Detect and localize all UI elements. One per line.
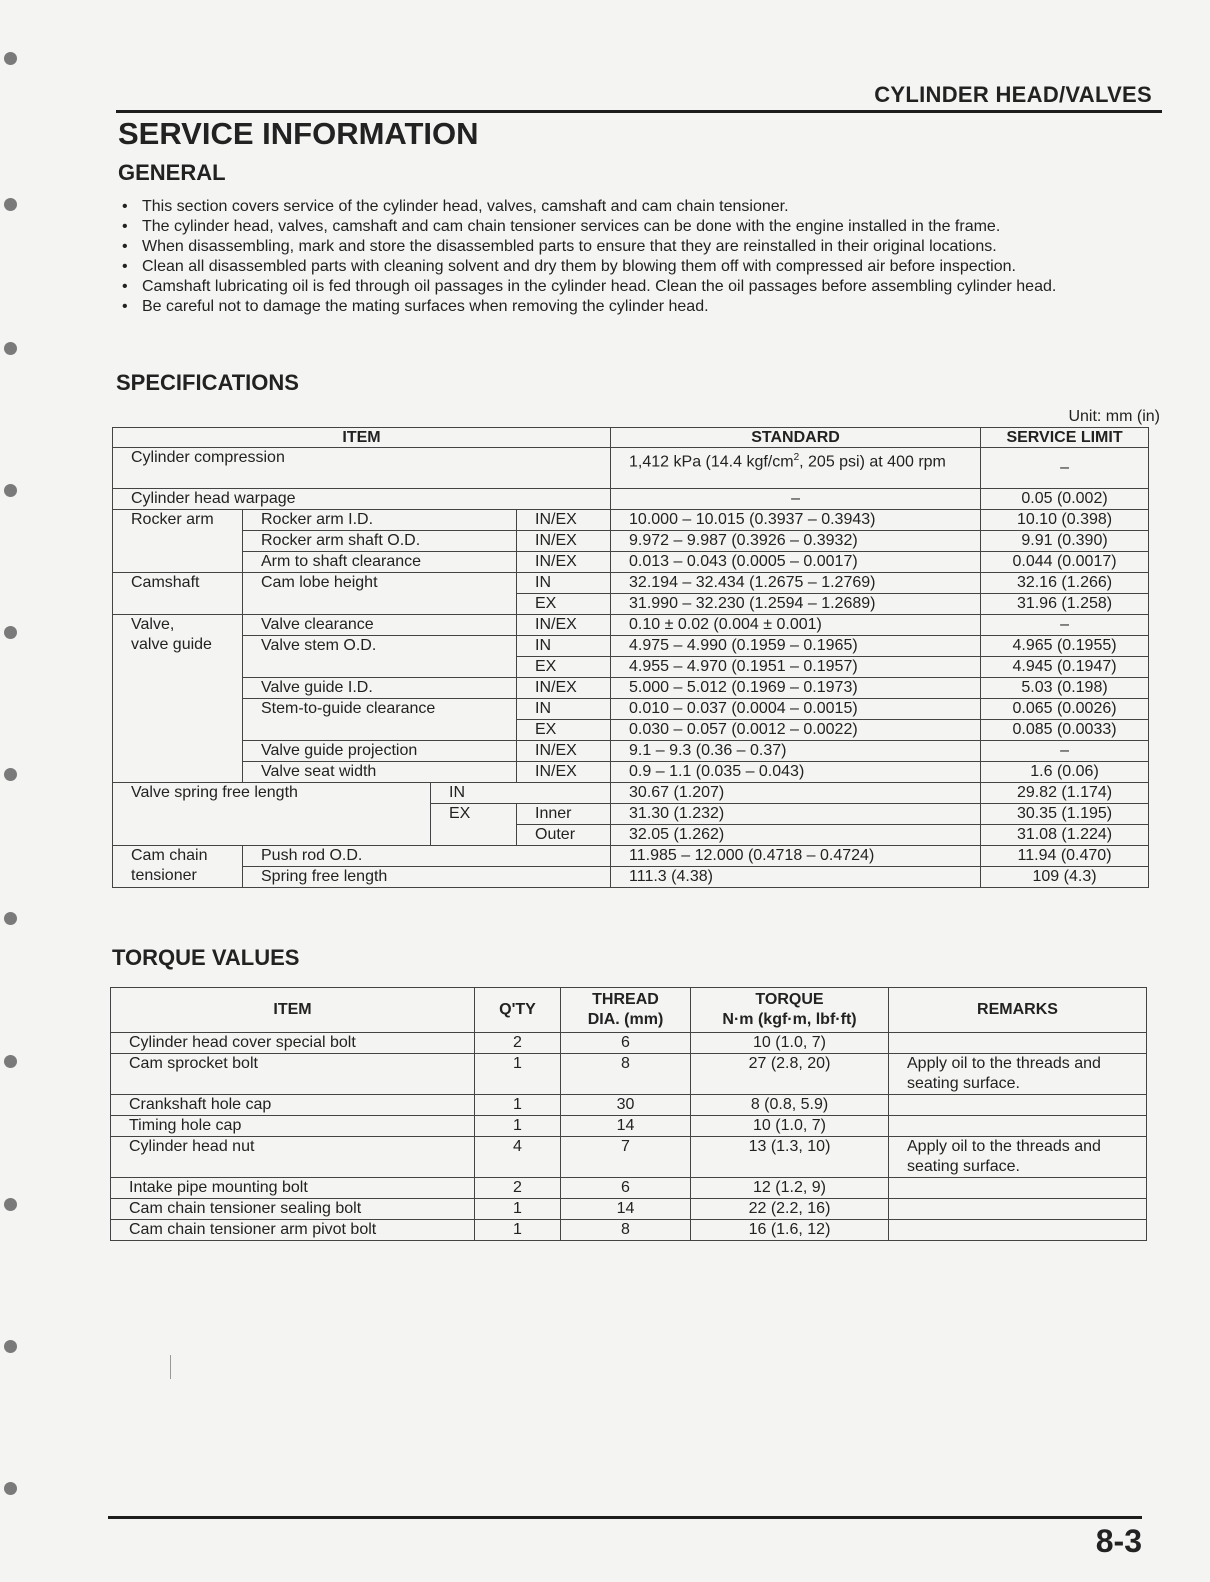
punch-hole (4, 342, 17, 355)
torque-value: 10 (1.0, 7) (691, 1116, 889, 1137)
torque-remarks (889, 1199, 1147, 1220)
standard-value: 9.1 – 9.3 (0.36 – 0.37) (611, 741, 981, 762)
position-label: IN/EX (517, 741, 611, 762)
table-row (113, 867, 1149, 888)
section-title: SERVICE INFORMATION (118, 116, 479, 151)
position-label: EX (517, 657, 611, 678)
page-number: 8-3 (1095, 1523, 1142, 1559)
torque-qty: 1 (475, 1116, 561, 1137)
general-heading: GENERAL (118, 160, 226, 185)
specifications-heading: SPECIFICATIONS (116, 370, 299, 395)
torque-value: 10 (1.0, 7) (691, 1033, 889, 1054)
header-rule (116, 110, 1162, 113)
table-row (113, 531, 1149, 552)
standard-value: 0.9 – 1.1 (0.035 – 0.043) (611, 762, 981, 783)
scan-mark (170, 1355, 171, 1379)
limit-value: – (981, 615, 1149, 636)
limit-value: 31.08 (1.224) (981, 825, 1149, 846)
torque-item: Cylinder head nut (111, 1137, 475, 1178)
torque-dia: 7 (561, 1137, 691, 1178)
item-label: Stem-to-guide clearance (243, 699, 517, 741)
position-label: IN/EX (517, 762, 611, 783)
torque-dia: 30 (561, 1095, 691, 1116)
item-label: Cylinder head warpage (113, 489, 611, 510)
table-row (111, 1054, 1147, 1095)
standard-value: – (611, 489, 981, 510)
general-note: • The cylinder head, valves, camshaft and cam chain tensioner services can be done with the engine installed in the frame. (118, 217, 1158, 237)
table-row (111, 1033, 1147, 1054)
torque-item: Timing hole cap (111, 1116, 475, 1137)
column-header-remarks: REMARKS (889, 988, 1147, 1033)
torque-qty: 1 (475, 1199, 561, 1220)
torque-value: 8 (0.8, 5.9) (691, 1095, 889, 1116)
punch-hole (4, 198, 17, 211)
torque-remarks: Apply oil to the threads and seating surface. (889, 1137, 1147, 1178)
item-label: Cylinder compression (113, 448, 611, 489)
standard-value: 111.3 (4.38) (611, 867, 981, 888)
table-row (113, 489, 1149, 510)
table-row (111, 1199, 1147, 1220)
column-header-standard: STANDARD (611, 428, 981, 448)
standard-value: 32.194 – 32.434 (1.2675 – 1.2769) (611, 573, 981, 594)
torque-value: 16 (1.6, 12) (691, 1220, 889, 1241)
torque-value: 22 (2.2, 16) (691, 1199, 889, 1220)
torque-remarks (889, 1178, 1147, 1199)
table-row (113, 552, 1149, 573)
table-row (113, 573, 1149, 594)
punch-hole (4, 768, 17, 781)
general-note: • Clean all disassembled parts with cleaning solvent and dry them by blowing them off with compressed air before inspection. (118, 257, 1158, 277)
torque-qty: 1 (475, 1095, 561, 1116)
torque-dia: 14 (561, 1116, 691, 1137)
torque-qty: 2 (475, 1033, 561, 1054)
torque-dia: 8 (561, 1054, 691, 1095)
item-label: Valve seat width (243, 762, 517, 783)
punch-hole (4, 484, 17, 497)
item-label: Rocker arm I.D. (243, 510, 517, 531)
table-row (111, 1137, 1147, 1178)
table-row (113, 678, 1149, 699)
punch-hole (4, 1198, 17, 1211)
torque-remarks: Apply oil to the threads and seating surface. (889, 1054, 1147, 1095)
position-label: IN/EX (517, 678, 611, 699)
limit-value: 10.10 (0.398) (981, 510, 1149, 531)
position-label: IN (517, 636, 611, 657)
limit-value: 4.945 (0.1947) (981, 657, 1149, 678)
table-header-row (113, 428, 1149, 448)
limit-value: 31.96 (1.258) (981, 594, 1149, 615)
standard-value: 0.013 – 0.043 (0.0005 – 0.0017) (611, 552, 981, 573)
torque-item: Crankshaft hole cap (111, 1095, 475, 1116)
punch-hole (4, 1340, 17, 1353)
torque-remarks (889, 1116, 1147, 1137)
torque-item: Cam sprocket bolt (111, 1054, 475, 1095)
standard-value: 31.990 – 32.230 (1.2594 – 1.2689) (611, 594, 981, 615)
punch-hole (4, 912, 17, 925)
standard-value: 31.30 (1.232) (611, 804, 981, 825)
general-note: • Be careful not to damage the mating surfaces when removing the cylinder head. (118, 297, 1158, 317)
limit-value: 0.085 (0.0033) (981, 720, 1149, 741)
item-label: Valve guide I.D. (243, 678, 517, 699)
item-label: Rocker arm shaft O.D. (243, 531, 517, 552)
torque-qty: 4 (475, 1137, 561, 1178)
chapter-title: CYLINDER HEAD/VALVES (874, 82, 1152, 107)
table-row (113, 762, 1149, 783)
standard-value: 4.975 – 4.990 (0.1959 – 0.1965) (611, 636, 981, 657)
table-row (113, 699, 1149, 720)
torque-item: Cam chain tensioner arm pivot bolt (111, 1220, 475, 1241)
spring-type-label: Outer (517, 825, 611, 846)
standard-value: 1,412 kPa (14.4 kgf/$cm^2$, 205 psi) at 400 rpm (611, 448, 981, 489)
position-label: IN (431, 783, 611, 804)
torque-dia: 6 (561, 1178, 691, 1199)
standard-value: 10.000 – 10.015 (0.3937 – 0.3943) (611, 510, 981, 531)
punch-hole (4, 52, 17, 65)
torque-values-heading: TORQUE VALUES (112, 945, 300, 970)
table-row (113, 846, 1149, 867)
group-label: Cam chain tensioner (113, 846, 243, 888)
column-header-thread: THREAD DIA. (mm) (561, 988, 691, 1033)
torque-item: Intake pipe mounting bolt (111, 1178, 475, 1199)
limit-value: 9.91 (0.390) (981, 531, 1149, 552)
standard-value: 0.10 ± 0.02 (0.004 ± 0.001) (611, 615, 981, 636)
table-row (111, 1095, 1147, 1116)
torque-remarks (889, 1095, 1147, 1116)
general-note: • Camshaft lubricating oil is fed through oil passages in the cylinder head. Clean the oil passages before assembling cylinder head. (118, 277, 1158, 297)
torque-dia: 8 (561, 1220, 691, 1241)
item-label: Valve clearance (243, 615, 517, 636)
table-row (111, 1220, 1147, 1241)
unit-note: Unit: mm (in) (1068, 408, 1160, 425)
limit-value: 29.82 (1.174) (981, 783, 1149, 804)
position-label: IN/EX (517, 510, 611, 531)
general-note: • This section covers service of the cylinder head, valves, camshaft and cam chain tensioner. (118, 197, 1158, 217)
item-label: Spring free length (243, 867, 611, 888)
limit-value: 4.965 (0.1955) (981, 636, 1149, 657)
standard-value: 9.972 – 9.987 (0.3926 – 0.3932) (611, 531, 981, 552)
column-header-service-limit: SERVICE LIMIT (981, 428, 1149, 448)
torque-value: 27 (2.8, 20) (691, 1054, 889, 1095)
footer-rule (108, 1516, 1142, 1519)
punch-hole (4, 1055, 17, 1068)
item-label: Cam lobe height (243, 573, 517, 615)
limit-value: 1.6 (0.06) (981, 762, 1149, 783)
column-header-item: ITEM (113, 428, 611, 448)
standard-value: 30.67 (1.207) (611, 783, 981, 804)
table-row (111, 1116, 1147, 1137)
limit-value: 32.16 (1.266) (981, 573, 1149, 594)
item-label: Arm to shaft clearance (243, 552, 517, 573)
limit-value: 30.35 (1.195) (981, 804, 1149, 825)
torque-qty: 1 (475, 1220, 561, 1241)
torque-remarks (889, 1220, 1147, 1241)
group-label: Valve spring free length (113, 783, 431, 846)
standard-value: 11.985 – 12.000 (0.4718 – 0.4724) (611, 846, 981, 867)
torque-dia: 6 (561, 1033, 691, 1054)
position-label: EX (517, 594, 611, 615)
position-label: IN (517, 573, 611, 594)
table-row (113, 741, 1149, 762)
torque-item: Cam chain tensioner sealing bolt (111, 1199, 475, 1220)
table-row (113, 636, 1149, 657)
punch-hole (4, 626, 17, 639)
position-label: IN/EX (517, 531, 611, 552)
table-row (113, 783, 1149, 804)
table-header-row (111, 988, 1147, 1033)
general-notes-list (118, 197, 1158, 317)
spring-type-label: Inner (517, 804, 611, 825)
standard-value: 0.010 – 0.037 (0.0004 – 0.0015) (611, 699, 981, 720)
specifications-table (112, 427, 1149, 888)
standard-value: 32.05 (1.262) (611, 825, 981, 846)
column-header-torque: TORQUE N·m (kgf·m, lbf·ft) (691, 988, 889, 1033)
table-row (113, 510, 1149, 531)
torque-item: Cylinder head cover special bolt (111, 1033, 475, 1054)
position-label: EX (517, 720, 611, 741)
torque-qty: 1 (475, 1054, 561, 1095)
torque-remarks (889, 1033, 1147, 1054)
torque-value: 12 (1.2, 9) (691, 1178, 889, 1199)
limit-value: 0.05 (0.002) (981, 489, 1149, 510)
torque-dia: 14 (561, 1199, 691, 1220)
table-row (111, 1178, 1147, 1199)
punch-hole (4, 1482, 17, 1495)
column-header-qty: Q'TY (475, 988, 561, 1033)
position-label: IN/EX (517, 552, 611, 573)
limit-value: 11.94 (0.470) (981, 846, 1149, 867)
general-note: • When disassembling, mark and store the disassembled parts to ensure that they are reinstalled in their original locations. (118, 237, 1158, 257)
group-label: Camshaft (113, 573, 243, 615)
item-label: Valve stem O.D. (243, 636, 517, 678)
limit-value: 0.065 (0.0026) (981, 699, 1149, 720)
item-label: Valve guide projection (243, 741, 517, 762)
limit-value: 5.03 (0.198) (981, 678, 1149, 699)
standard-value: 5.000 – 5.012 (0.1969 – 0.1973) (611, 678, 981, 699)
table-row (113, 615, 1149, 636)
position-label: EX (431, 804, 517, 846)
limit-value: 0.044 (0.0017) (981, 552, 1149, 573)
group-label: Valve, valve guide (113, 615, 243, 783)
limit-value: 109 (4.3) (981, 867, 1149, 888)
group-label: Rocker arm (113, 510, 243, 573)
position-label: IN (517, 699, 611, 720)
torque-value: 13 (1.3, 10) (691, 1137, 889, 1178)
column-header-item: ITEM (111, 988, 475, 1033)
torque-values-table (110, 987, 1147, 1241)
position-label: IN/EX (517, 615, 611, 636)
item-label: Push rod O.D. (243, 846, 611, 867)
standard-value: 0.030 – 0.057 (0.0012 – 0.0022) (611, 720, 981, 741)
limit-value: – (981, 741, 1149, 762)
torque-qty: 2 (475, 1178, 561, 1199)
limit-value: – (981, 448, 1149, 489)
standard-value: 4.955 – 4.970 (0.1951 – 0.1957) (611, 657, 981, 678)
table-row (113, 448, 1149, 489)
